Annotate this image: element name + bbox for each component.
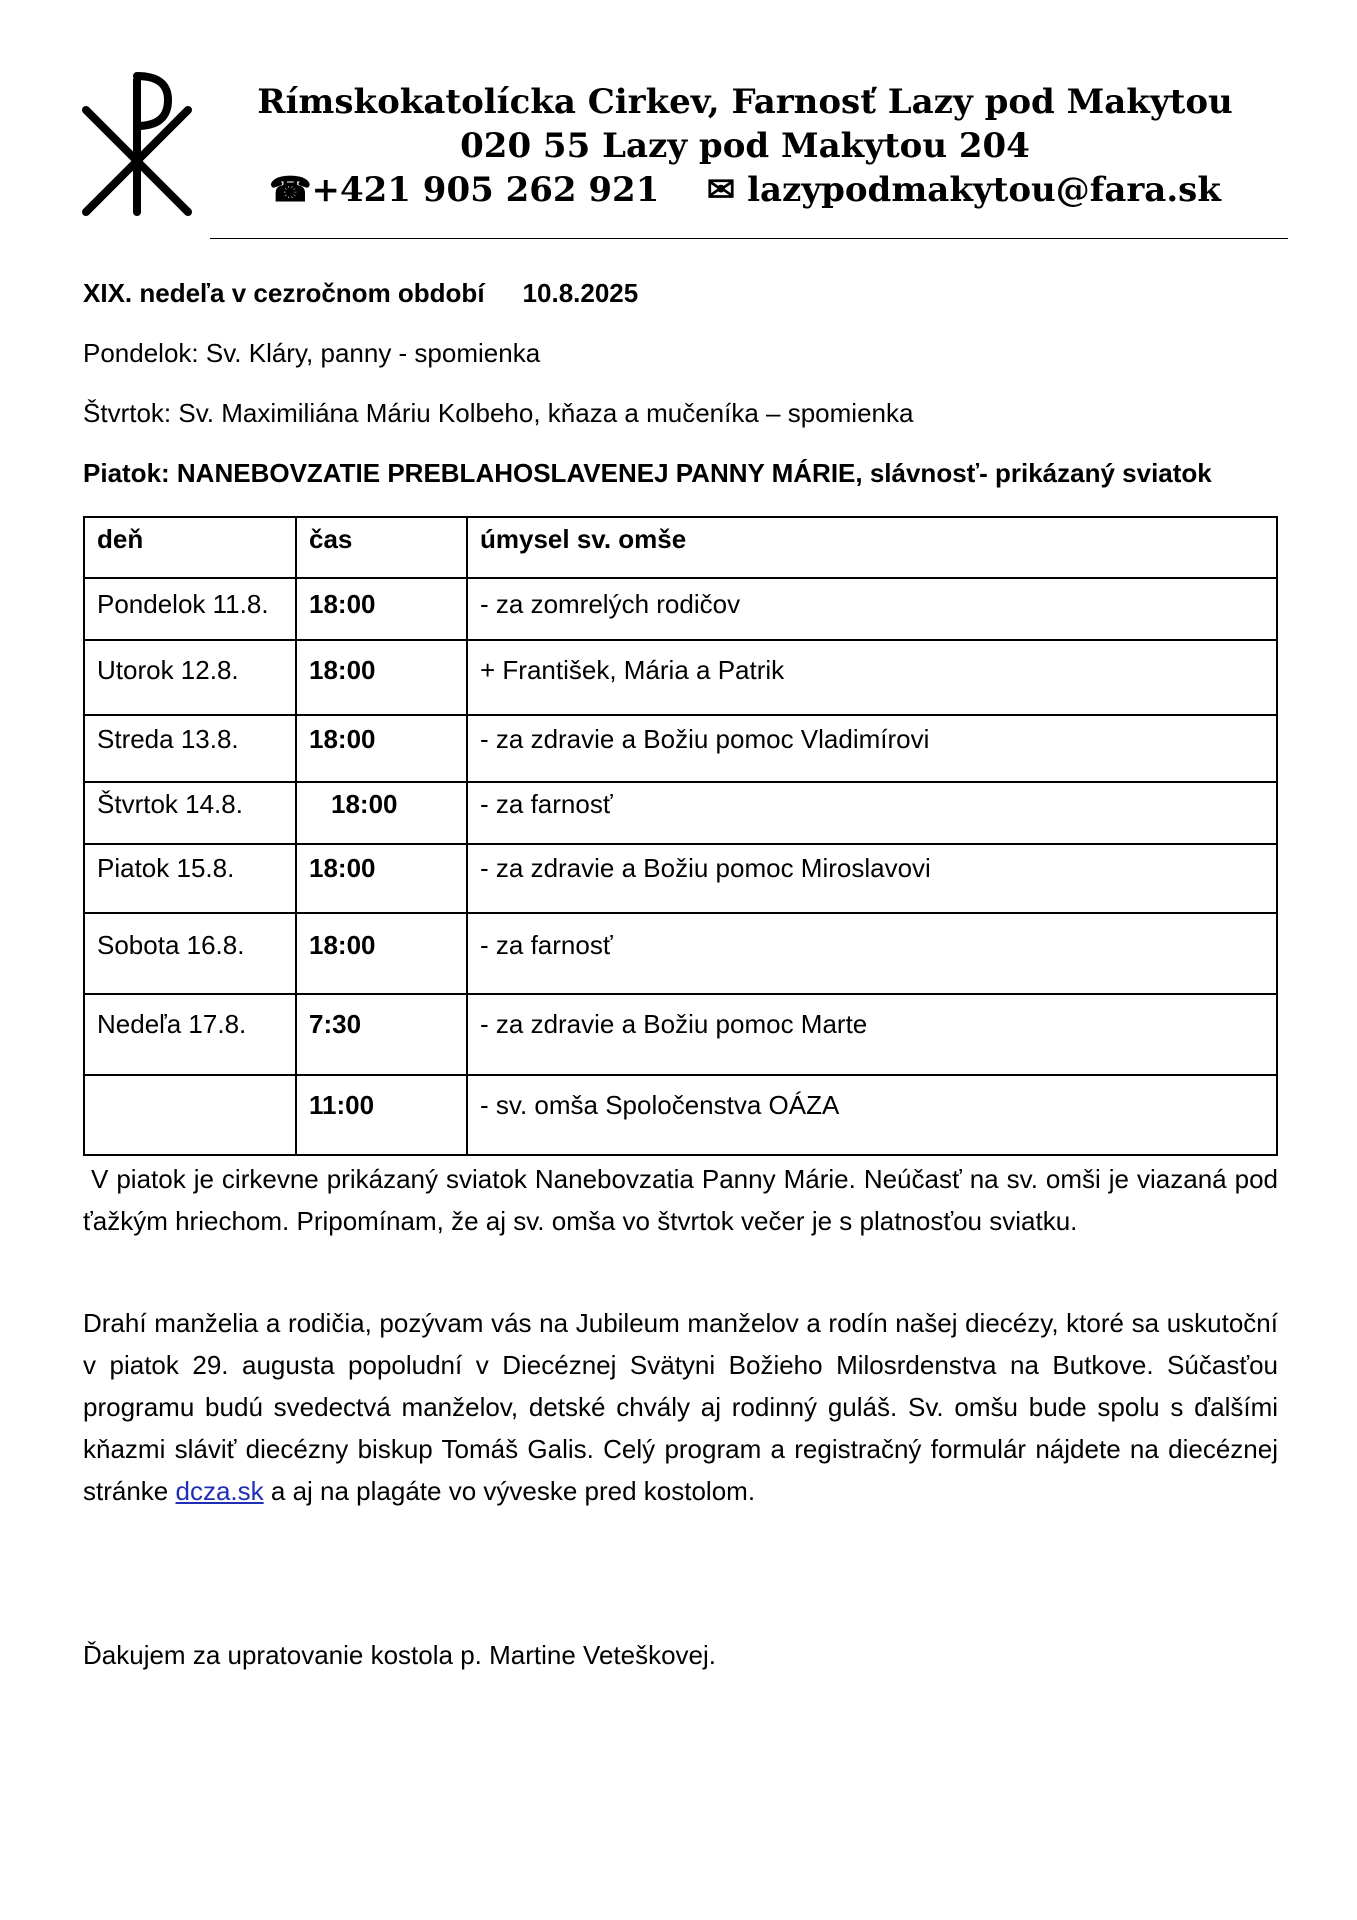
telephone-icon: ☎ xyxy=(269,170,312,210)
parish-name: Rímskokatolícka Cirkev, Farnosť Lazy pod Makytou xyxy=(257,82,1233,122)
row-time: 18:00 xyxy=(296,782,467,844)
sunday-title: XIX. nedeľa v cezročnom období xyxy=(83,278,485,308)
row-time: 18:00 xyxy=(296,913,467,994)
row-time: 7:30 xyxy=(296,994,467,1075)
row-day xyxy=(84,1075,296,1155)
row-intention: - za zdravie a Božiu pomoc Vladimírovi xyxy=(467,715,1277,782)
table-row xyxy=(84,913,1277,994)
row-intention: - za zdravie a Božiu pomoc Marte xyxy=(467,994,1277,1075)
email-address: lazypodmakytou@fara.sk xyxy=(747,170,1221,210)
row-day: Štvrtok 14.8. xyxy=(84,782,296,844)
header-divider xyxy=(210,238,1288,239)
jubilee-announcement xyxy=(83,1302,1278,1512)
thursday-note: Štvrtok: Sv. Maximiliána Máriu Kolbeho, kňaza a mučeníka – spomienka xyxy=(83,398,914,428)
table-row xyxy=(84,994,1277,1075)
row-day: Utorok 12.8. xyxy=(84,640,296,715)
row-time: 18:00 xyxy=(296,578,467,640)
row-intention: + František, Mária a Patrik xyxy=(467,640,1277,715)
row-intention: - sv. omša Spoločenstva OÁZA xyxy=(467,1075,1277,1155)
row-time: 18:00 xyxy=(296,844,467,913)
jubilee-text-end: a aj na plagáte vo výveske pred kostolom. xyxy=(263,1476,756,1506)
row-intention: - za zdravie a Božiu pomoc Miroslavovi xyxy=(467,844,1277,913)
thanks-note: Ďakujem za upratovanie kostola p. Martine Veteškovej. xyxy=(83,1640,717,1670)
table-row xyxy=(84,578,1277,640)
row-time: 18:00 xyxy=(296,640,467,715)
header-intention: úmysel sv. omše xyxy=(467,517,1277,578)
row-day: Streda 13.8. xyxy=(84,715,296,782)
jubilee-text: Drahí manželia a rodičia, pozývam vás na Jubileum manželov a rodín našej diecézy, ktoré sa uskutoční v piatok 29. augusta popoludní v Diecéznej Svätyni Božieho Milosrdenstva na Butkove. Súčasťou programu budú svedectvá manželov, detské chvály aj rodinný guláš. Sv. omšu bude spolu s ďalšími kňazmi sláviť diecézny biskup Tomáš Galis. Celý program a registračný formulár nájdete na diecéznej stránke xyxy=(83,1308,1278,1506)
monday-note: Pondelok: Sv. Kláry, panny - spomienka xyxy=(83,338,541,368)
header-time: čas xyxy=(296,517,467,578)
row-time: 11:00 xyxy=(296,1075,467,1155)
row-time: 18:00 xyxy=(296,715,467,782)
row-intention: - za farnosť xyxy=(467,782,1277,844)
row-intention: - za farnosť xyxy=(467,913,1277,994)
table-row xyxy=(84,640,1277,715)
phone-number: +421 905 262 921 xyxy=(311,170,660,210)
parish-address: 020 55 Lazy pod Makytou 204 xyxy=(460,126,1030,166)
row-day: Pondelok 11.8. xyxy=(84,578,296,640)
chi-rho-icon xyxy=(78,62,196,220)
contact-line xyxy=(200,168,1290,212)
sunday-date: 10.8.2025 xyxy=(522,278,639,308)
table-row xyxy=(84,782,1277,844)
table-row xyxy=(84,844,1277,913)
row-day: Piatok 15.8. xyxy=(84,844,296,913)
table-row xyxy=(84,1075,1277,1155)
envelope-icon: ✉ xyxy=(706,170,736,210)
sunday-heading xyxy=(83,278,638,309)
table-header-row xyxy=(84,517,1277,578)
diocese-website-link[interactable]: dcza.sk xyxy=(175,1476,264,1506)
table-row xyxy=(84,715,1277,782)
mass-schedule-table xyxy=(83,516,1278,1156)
header-day: deň xyxy=(84,517,296,578)
letterhead xyxy=(200,80,1290,212)
feast-announcement: V piatok je cirkevne prikázaný sviatok Nanebovzatia Panny Márie. Neúčasť na sv. omši je viazaná pod ťažkým hriechom. Pripomínam, že aj sv. omša vo štvrtok večer je s platnosťou sviatku. xyxy=(83,1164,1286,1236)
row-day: Nedeľa 17.8. xyxy=(84,994,296,1075)
friday-note: Piatok: NANEBOVZATIE PREBLAHOSLAVENEJ PANNY MÁRIE, slávnosť- prikázaný sviatok xyxy=(83,458,1212,488)
row-intention: - za zomrelých rodičov xyxy=(467,578,1277,640)
row-day: Sobota 16.8. xyxy=(84,913,296,994)
